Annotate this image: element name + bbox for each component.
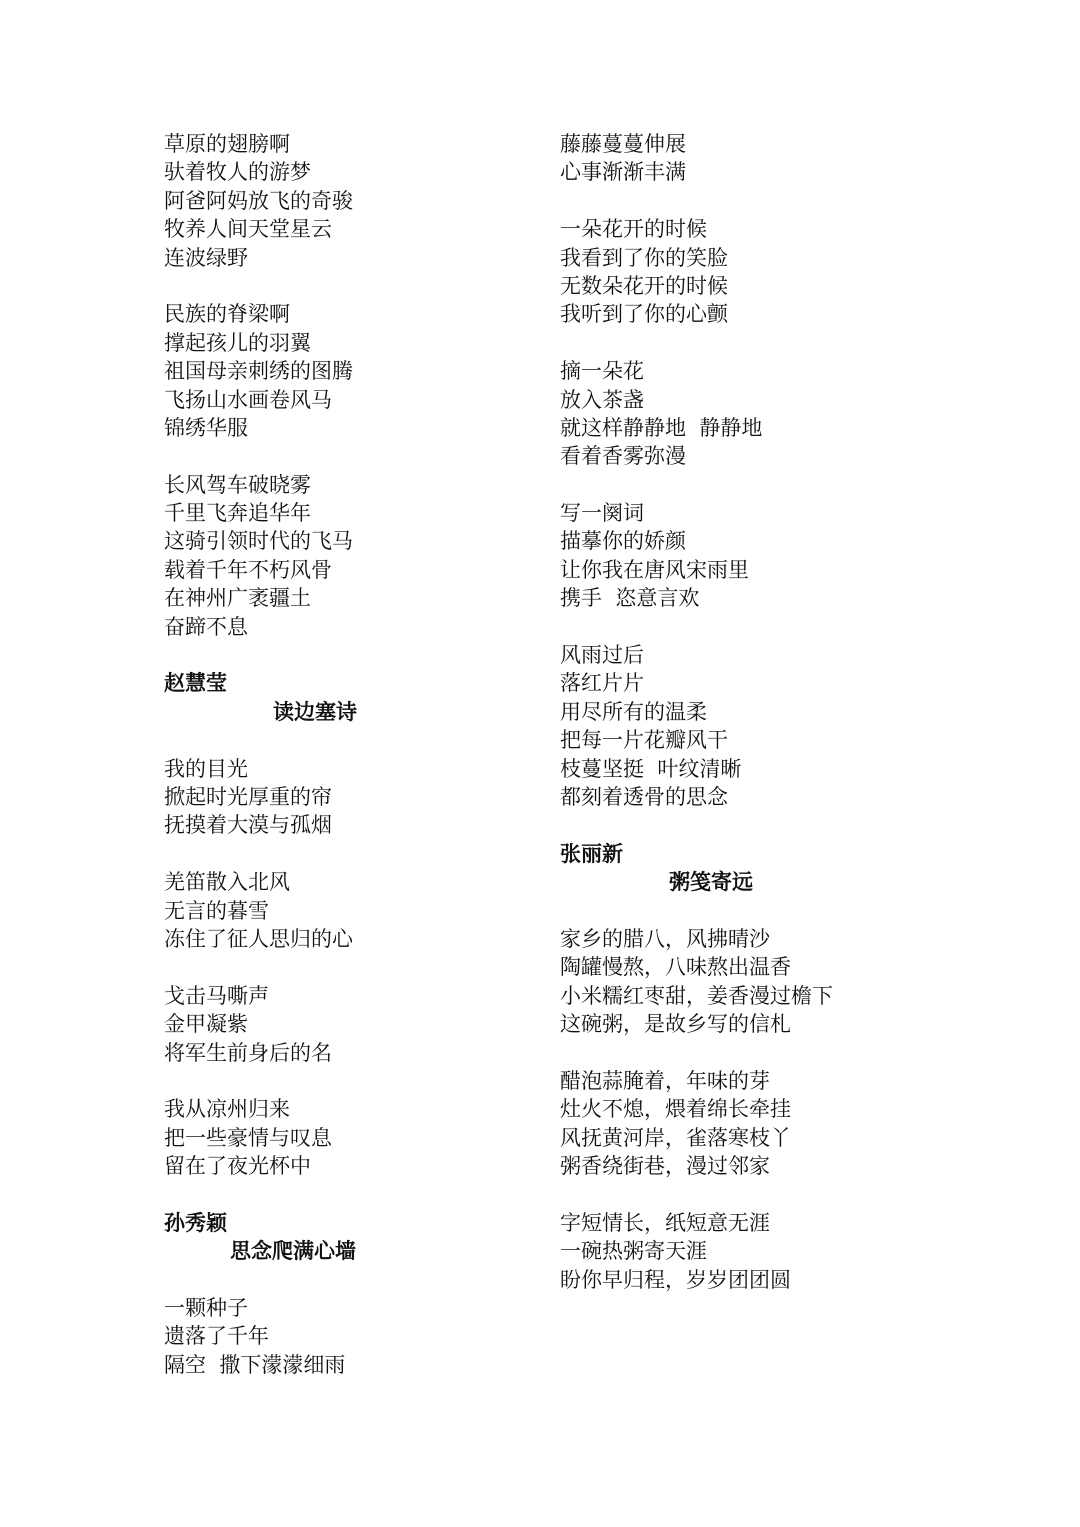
poem-line: 家乡的腊八，风拂晴沙 (560, 926, 770, 951)
poem-line: 抚摸着大漠与孤烟 (164, 813, 332, 838)
stanza-gap (164, 272, 544, 300)
poem-line: 飞扬山水画卷风马 (164, 387, 332, 412)
poem-line: 把每一片花瓣风干 (560, 728, 728, 753)
poem-line: 灶火不熄，煨着绵长牵挂 (560, 1097, 791, 1122)
stanza (164, 130, 544, 272)
poem-line: 陶罐慢熬，八味熬出温香 (560, 955, 791, 980)
poem-line: 撑起孩儿的羽翼 (164, 330, 311, 355)
poem-line: 民族的脊梁啊 (164, 302, 290, 327)
poem-line: 一碗热粥寄天涯 (560, 1239, 707, 1264)
poem-author: 张丽新 (560, 840, 623, 866)
poem-author: 赵慧莹 (164, 670, 227, 696)
stanza (164, 471, 544, 641)
poem-line: 写一阕词 (560, 501, 644, 526)
poem-line: 心事渐渐丰满 (560, 160, 686, 185)
stanza (560, 130, 940, 187)
stanza-gap (164, 1180, 544, 1208)
stanza-gap (164, 840, 544, 868)
poem-line: 用尽所有的温柔 (560, 699, 707, 724)
poem-line: 字短情长，纸短意无涯 (560, 1210, 770, 1235)
poem-line: 藤藤蔓蔓伸展 (560, 132, 686, 156)
stanza (560, 215, 940, 329)
poem-line: 连波绿野 (164, 245, 248, 270)
poem-line: 都刻着透骨的思念 (560, 784, 728, 809)
poem-line: 我听到了你的心颤 (560, 302, 728, 327)
poem-line: 我的目光 (164, 756, 248, 781)
poem-line: 戈击马嘶声 (164, 983, 269, 1008)
stanza-gap (164, 641, 544, 669)
poem-line: 羌笛散入北风 (164, 870, 290, 895)
stanza (164, 1294, 544, 1379)
poem-line: 一朵花开的时候 (560, 217, 707, 242)
stanza-gap (560, 613, 940, 641)
poem-line: 这骑引领时代的飞马 (164, 529, 353, 554)
stanza-gap (164, 1266, 544, 1294)
poem-line: 这碗粥，是故乡写的信札 (560, 1012, 791, 1037)
stanza (164, 300, 544, 442)
poem-line: 冻住了征人思归的心 (164, 926, 353, 951)
poem-line: 遗落了千年 (164, 1324, 269, 1349)
poem-line: 小米糯红枣甜，姜香漫过檐下 (560, 983, 833, 1008)
poem-line: 奋蹄不息 (164, 614, 248, 639)
stanza-gap (164, 442, 544, 470)
poem-line: 将军生前身后的名 (164, 1040, 332, 1065)
poem-line: 一颗种子 (164, 1296, 248, 1321)
poem-line: 枝蔓坚挺 叶纹清晰 (560, 756, 742, 781)
poem-line: 粥香绕街巷，漫过邻家 (560, 1154, 770, 1179)
poem-line: 阿爸阿妈放飞的奇骏 (164, 188, 353, 213)
poem-line: 落红片片 (560, 671, 644, 696)
stanza-gap (560, 471, 940, 499)
right-column (560, 130, 940, 1294)
poem-line: 盼你早归程，岁岁团团圆 (560, 1267, 791, 1292)
poem-line: 在神州广袤疆土 (164, 586, 311, 611)
poem-line: 看着香雾弥漫 (560, 444, 686, 469)
poem-line: 无数朵花开的时候 (560, 273, 728, 298)
stanza (560, 641, 940, 811)
stanza (560, 1067, 940, 1181)
stanza-gap (560, 811, 940, 839)
stanza-gap (560, 1039, 940, 1067)
stanza (164, 868, 544, 953)
poem-line: 描摹你的娇颜 (560, 529, 686, 554)
poem-line: 留在了夜光杯中 (164, 1154, 311, 1179)
poem-title: 粥笺寄远 (669, 869, 753, 895)
poem-line: 放入茶盏 (560, 387, 644, 412)
poem-author: 孙秀颖 (164, 1209, 227, 1235)
poem-line: 金甲凝紫 (164, 1012, 248, 1037)
stanza-gap (560, 897, 940, 925)
poem-line: 风抚黄河岸，雀落寒枝丫 (560, 1125, 791, 1150)
stanza-gap (560, 329, 940, 357)
poem-line: 就这样静静地 静静地 (560, 415, 763, 440)
poem-line: 长风驾车破晓雾 (164, 472, 311, 497)
poem-line: 让你我在唐风宋雨里 (560, 557, 749, 582)
stanza (560, 1209, 940, 1294)
poem-line: 摘一朵花 (560, 359, 644, 384)
poem-line: 携手 恣意言欢 (560, 586, 700, 611)
poem-line: 祖国母亲刺绣的图腾 (164, 359, 353, 384)
poem-line: 我从凉州归来 (164, 1097, 290, 1122)
poem-line: 驮着牧人的游梦 (164, 160, 311, 185)
poem-line: 千里飞奔追华年 (164, 501, 311, 526)
poem-line: 我看到了你的笑脸 (560, 245, 728, 270)
stanza-gap (560, 187, 940, 215)
poem-line: 醋泡蒜腌着，年味的芽 (560, 1068, 770, 1093)
poem-title: 思念爬满心墙 (230, 1238, 356, 1264)
left-column (164, 130, 544, 1379)
stanza (164, 982, 544, 1067)
stanza-gap (164, 726, 544, 754)
poem-line: 风雨过后 (560, 643, 644, 668)
stanza (560, 499, 940, 613)
stanza-gap (164, 953, 544, 981)
poem-line: 掀起时光厚重的帘 (164, 784, 332, 809)
stanza (164, 755, 544, 840)
stanza (164, 1095, 544, 1180)
poem-line: 锦绣华服 (164, 415, 248, 440)
stanza (560, 357, 940, 471)
poem-title: 读边塞诗 (273, 698, 357, 724)
stanza (560, 925, 940, 1039)
stanza-gap (560, 1180, 940, 1208)
stanza-gap (164, 1067, 544, 1095)
poem-line: 无言的暮雪 (164, 898, 269, 923)
poem-line: 载着千年不朽风骨 (164, 557, 332, 582)
poem-line: 草原的翅膀啊 (164, 132, 290, 156)
poem-line: 把一些豪情与叹息 (164, 1125, 332, 1150)
poem-line: 牧养人间天堂星云 (164, 217, 332, 242)
poem-line: 隔空 撒下濛濛细雨 (164, 1352, 346, 1377)
